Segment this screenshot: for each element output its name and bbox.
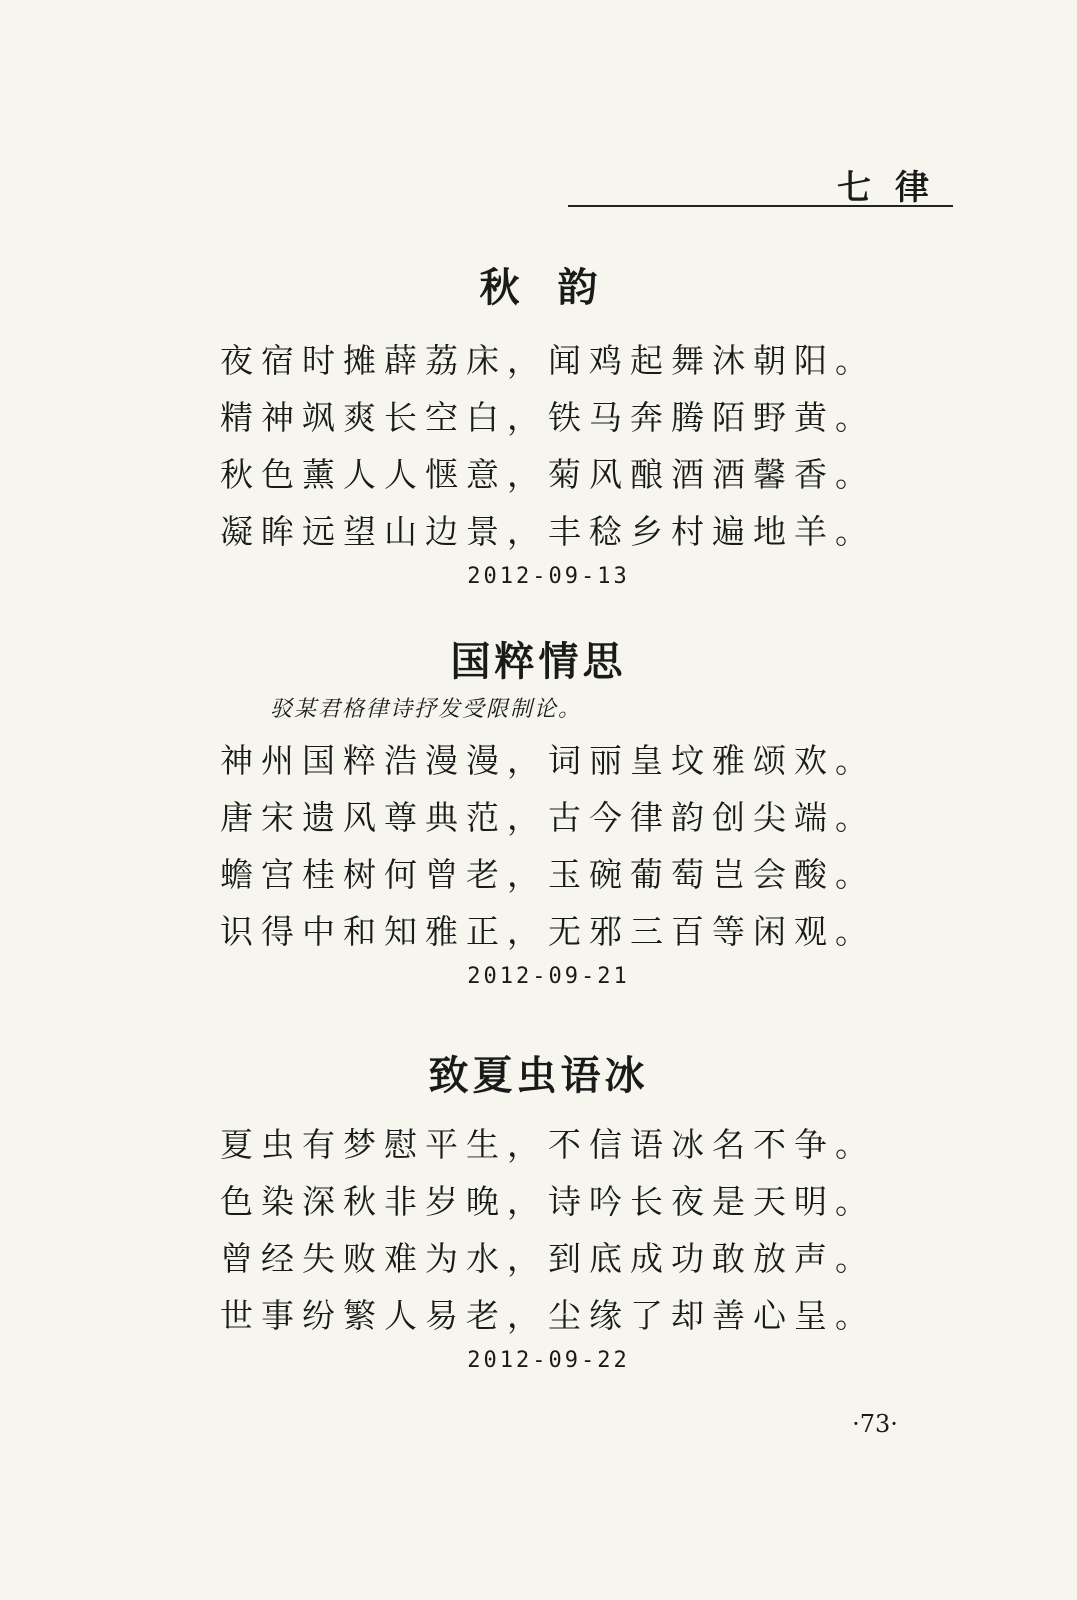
running-head-rule — [568, 205, 953, 207]
poem-line: 曾经失败难为水，到底成功敢放声。 — [220, 1239, 876, 1278]
poem-zhi-xia-chong-yu-bing — [0, 1050, 1077, 1373]
poem-line: 唐宋遗风尊典范，古今律韵创尖端。 — [220, 798, 876, 837]
poem-line: 凝眸远望山边景，丰稔乡村遍地羊。 — [220, 512, 876, 551]
poem-title: 国粹情思 — [450, 638, 627, 685]
poem-qiu-yun — [0, 262, 1077, 589]
poem-lines — [220, 1116, 1077, 1344]
poem-date: 2012-09-21 — [467, 964, 630, 989]
poem-line: 识得中和知雅正，无邪三百等闲观。 — [220, 912, 876, 951]
poem-line: 世事纷繁人易老，尘缘了却善心呈。 — [220, 1296, 876, 1335]
poem-lines — [220, 332, 1077, 560]
poem-line: 夏虫有梦慰平生，不信语冰名不争。 — [220, 1125, 876, 1164]
poem-line: 神州国粹浩漫漫，词丽皇坟雅颂欢。 — [220, 741, 876, 780]
poem-line: 色染深秋非岁晚，诗吟长夜是天明。 — [220, 1182, 876, 1221]
poem-line: 精神飒爽长空白，铁马奔腾陌野黄。 — [220, 398, 876, 437]
poem-note: 驳某君格律诗抒发受限制论。 — [270, 697, 583, 722]
poem-line: 夜宿时摊薜荔床，闻鸡起舞沐朝阳。 — [220, 341, 876, 380]
poem-date: 2012-09-22 — [467, 1348, 630, 1373]
poem-line: 秋色薰人人惬意，菊风酿酒酒馨香。 — [220, 455, 876, 494]
page-number: ·73· — [852, 1410, 898, 1438]
poem-date: 2012-09-13 — [467, 564, 630, 589]
poem-title: 秋韵 — [479, 264, 636, 311]
poem-line: 蟾宫桂树何曾老，玉碗葡萄岂会酸。 — [220, 855, 876, 894]
poem-guo-cui-qing-si — [0, 636, 1077, 989]
poem-lines — [220, 732, 1077, 960]
running-head: 七律 — [837, 168, 953, 208]
poem-title: 致夏虫语冰 — [428, 1052, 649, 1099]
